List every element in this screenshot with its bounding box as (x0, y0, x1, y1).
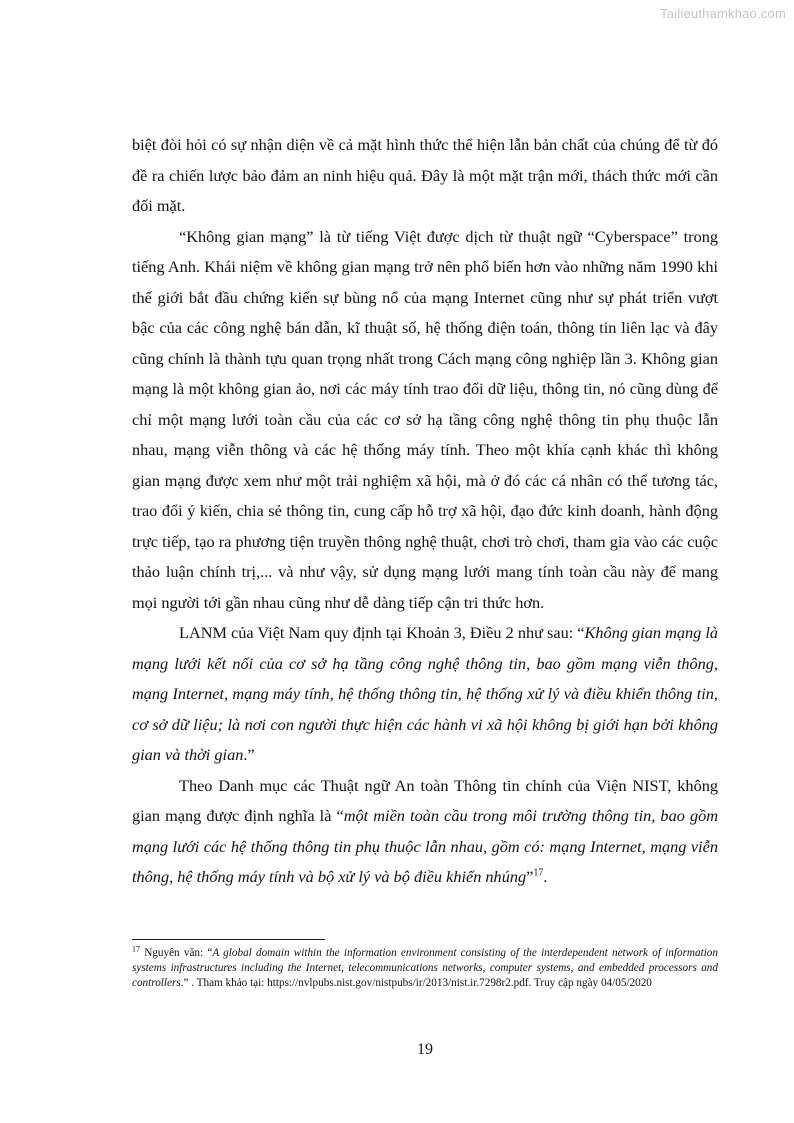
paragraph-end: . (543, 867, 548, 886)
quoted-definition: Không gian mạng là mạng lưới kết nối của cơ sở hạ tầng công nghệ thông tin, bao gồm mạng viễn thông, mạng Internet, mạng máy tính, hệ thống thông tin, hệ thống xử lý và điều khiển thông tin, cơ sở dữ liệu; là nơi con người thực hiện các hành vi xã hội không bị giới hạn bởi không gian và thời gian (132, 623, 718, 764)
footnote-reference[interactable]: 17 (533, 867, 544, 879)
page-number: 19 (417, 1041, 433, 1058)
quoted-definition: một miền toàn cầu trong môi trường thông tin, bao gồm mạng lưới các hệ thống thông tin phụ thuộc lẫn nhau, gồm có: mạng Internet, mạng viễn thông, hệ thống máy tính và bộ xử lý và bộ điều khiển nhúng (132, 806, 718, 886)
paragraph-lead: Theo Danh mục các Thuật ngữ An toàn Thông tin chính của Viện NIST, không gian mạng được định nghĩa là “ (132, 775, 718, 825)
footnote (132, 946, 718, 992)
paragraph-tail: ” (526, 867, 534, 886)
footnote-number: 17 (132, 944, 140, 954)
paragraph-lead: LANM của Việt Nam quy định tại Khoản 3, Điều 2 như sau: “ (179, 623, 585, 642)
paragraph-tail: .” (243, 745, 255, 764)
footnote-text (132, 946, 718, 992)
watermark: Tailieuthamkhao.com (660, 6, 786, 21)
paragraph-continuation: biệt đòi hỏi có sự nhận diện về cả mặt hình thức thể hiện lẫn bản chất của chúng để từ đó đề ra chiến lược bảo đảm an ninh hiệu quả. Đây là một mặt trận mới, thách thức mới cần đối mặt. (132, 135, 718, 215)
footnote-lead: Nguyên văn: “ (140, 947, 213, 959)
paragraph-lanm-definition (132, 618, 718, 771)
footnote-tail: .” . Tham khảo tại: https://nvlpubs.nist.gov/nistpubs/ir/2013/nist.ir.7298r2.pdf. Truy cập ngày 04/05/2020 (180, 977, 652, 990)
body-text (132, 130, 718, 893)
footnote-quote: A global domain within the information environment consisting of the interdependent network of information systems infrastructures including the Internet, telecommunications networks, computer systems, and embedded processors and controllers (132, 947, 718, 990)
paragraph-nist-definition (132, 771, 718, 893)
footnote-separator (132, 939, 325, 940)
paragraph-cyberspace-definition: “Không gian mạng” là từ tiếng Việt được dịch từ thuật ngữ “Cyberspace” trong tiếng Anh. Khái niệm về không gian mạng trở nên phổ biến hơn vào những năm 1990 khi thế giới bắt đầu chứng kiến sự bùng nổ của mạng Internet cũng như sự phát triển vượt bậc của các công nghệ bán dẫn, kĩ thuật số, hệ thống điện toán, thông tin liên lạc và đây cũng chính là thành tựu quan trọng nhất trong Cách mạng công nghiệp lần 3. Không gian mạng là một không gian ảo, nơi các máy tính trao đổi dữ liệu, thông tin, nó cũng dùng để chỉ một mạng lưới toàn cầu của các cơ sở hạ tầng công nghệ thông tin phụ thuộc lẫn nhau, mạng viễn thông và các hệ thống máy tính. Theo một khía cạnh khác thì không gian mạng được xem như một trải nghiệm xã hội, mà ở đó các cá nhân có thể tương tác, trao đổi ý kiến, chia sẻ thông tin, cung cấp hỗ trợ xã hội, đạo đức kinh doanh, hành động trực tiếp, tạo ra phương tiện truyền thông nghệ thuật, chơi trò chơi, tham gia vào các cuộc thảo luận chính trị,... và như vậy, sử dụng mạng lưới mang tính toàn cầu này để mang mọi người tới gần nhau cũng như dễ dàng tiếp cận tri thức hơn. (132, 226, 718, 612)
